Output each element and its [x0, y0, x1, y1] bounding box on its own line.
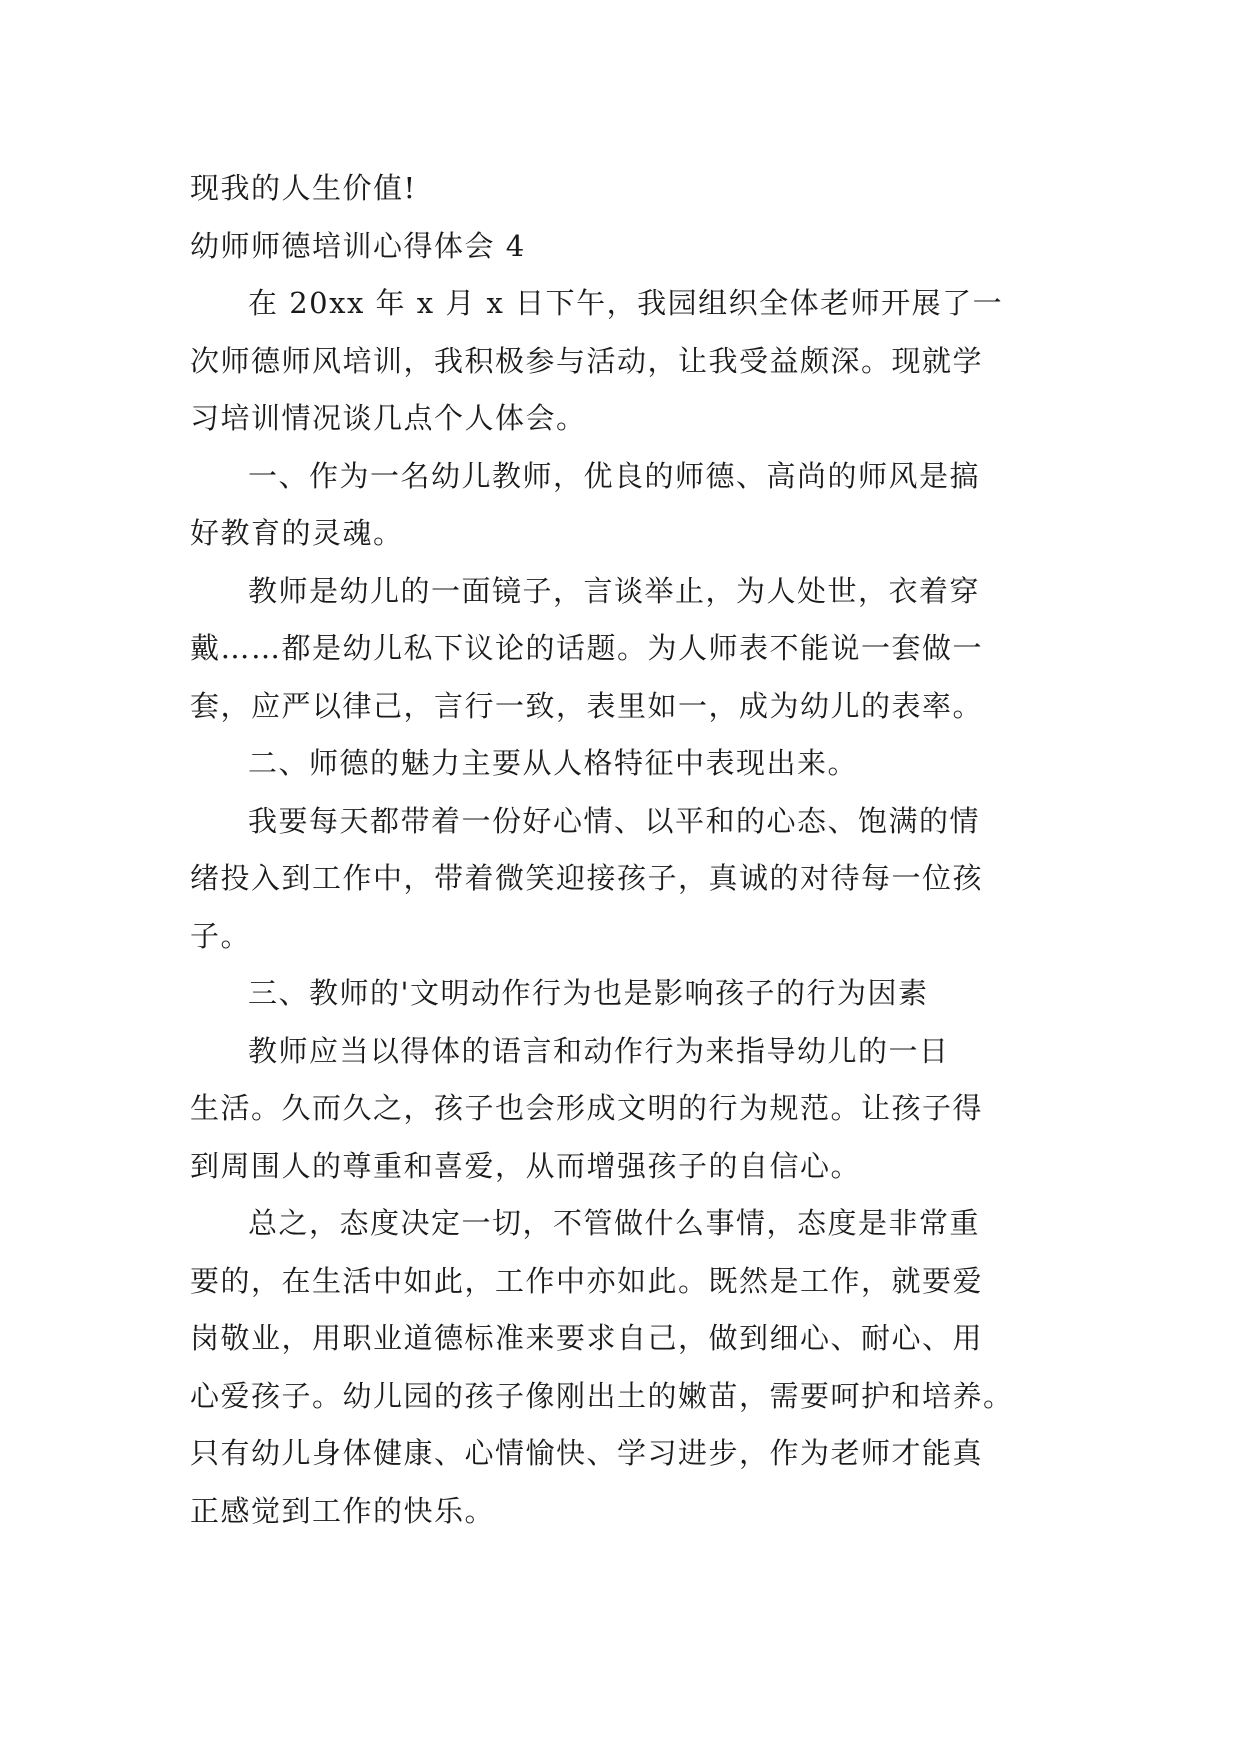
text-line: 心爱孩子。幼儿园的孩子像刚出土的嫩苗，需要呵护和培养。	[190, 1378, 1014, 1413]
document-body	[190, 160, 1070, 1540]
text-line: 好教育的灵魂。	[190, 516, 404, 550]
text-line: 教师是幼儿的一面镜子，言谈举止，为人处世，衣着穿	[248, 573, 981, 608]
text-line: 现我的人生价值!	[190, 171, 417, 205]
text-line: 总之，态度决定一切，不管做什么事情，态度是非常重	[248, 1206, 981, 1240]
text-line: 套，应严以律己，言行一致，表里如一，成为幼儿的表率。	[190, 688, 984, 723]
section-title: 幼师师德培训心得体会 4	[190, 228, 526, 263]
text-line: 教师应当以得体的语言和动作行为来指导幼儿的一日	[248, 1033, 950, 1068]
text-line: 戴……都是幼儿私下议论的话题。为人师表不能说一套做一	[190, 631, 984, 665]
text-line: 生活。久而久之，孩子也会形成文明的行为规范。让孩子得	[190, 1091, 984, 1125]
text-line: 只有幼儿身体健康、心情愉快、学习进步，作为老师才能真	[190, 1436, 984, 1470]
text-line: 到周围人的尊重和喜爱，从而增强孩子的自信心。	[190, 1148, 862, 1183]
text-line: 我要每天都带着一份好心情、以平和的心态、饱满的情	[248, 803, 981, 838]
text-line: 要的，在生活中如此，工作中亦如此。既然是工作，就要爱	[190, 1263, 984, 1298]
text-line: 次师德师风培训，我积极参与活动，让我受益颇深。现就学	[190, 343, 984, 378]
text-line: 三、教师的'文明动作行为也是影响孩子的行为因素	[248, 976, 929, 1010]
text-line: 在 20xx 年 x 月 x 日下午，我园组织全体老师开展了一	[248, 286, 1004, 320]
text-line: 习培训情况谈几点个人体会。	[190, 401, 587, 435]
text-line: 一、作为一名幼儿教师，优良的师德、高尚的师风是搞	[248, 458, 981, 493]
text-line: 正感觉到工作的快乐。	[190, 1493, 496, 1528]
text-line: 岗敬业，用职业道德标准来要求自己，做到细心、耐心、用	[190, 1321, 984, 1355]
text-line: 二、师德的魅力主要从人格特征中表现出来。	[248, 746, 859, 780]
text-line: 子。	[190, 918, 252, 953]
text-line: 绪投入到工作中，带着微笑迎接孩子，真诚的对待每一位孩	[190, 861, 984, 895]
